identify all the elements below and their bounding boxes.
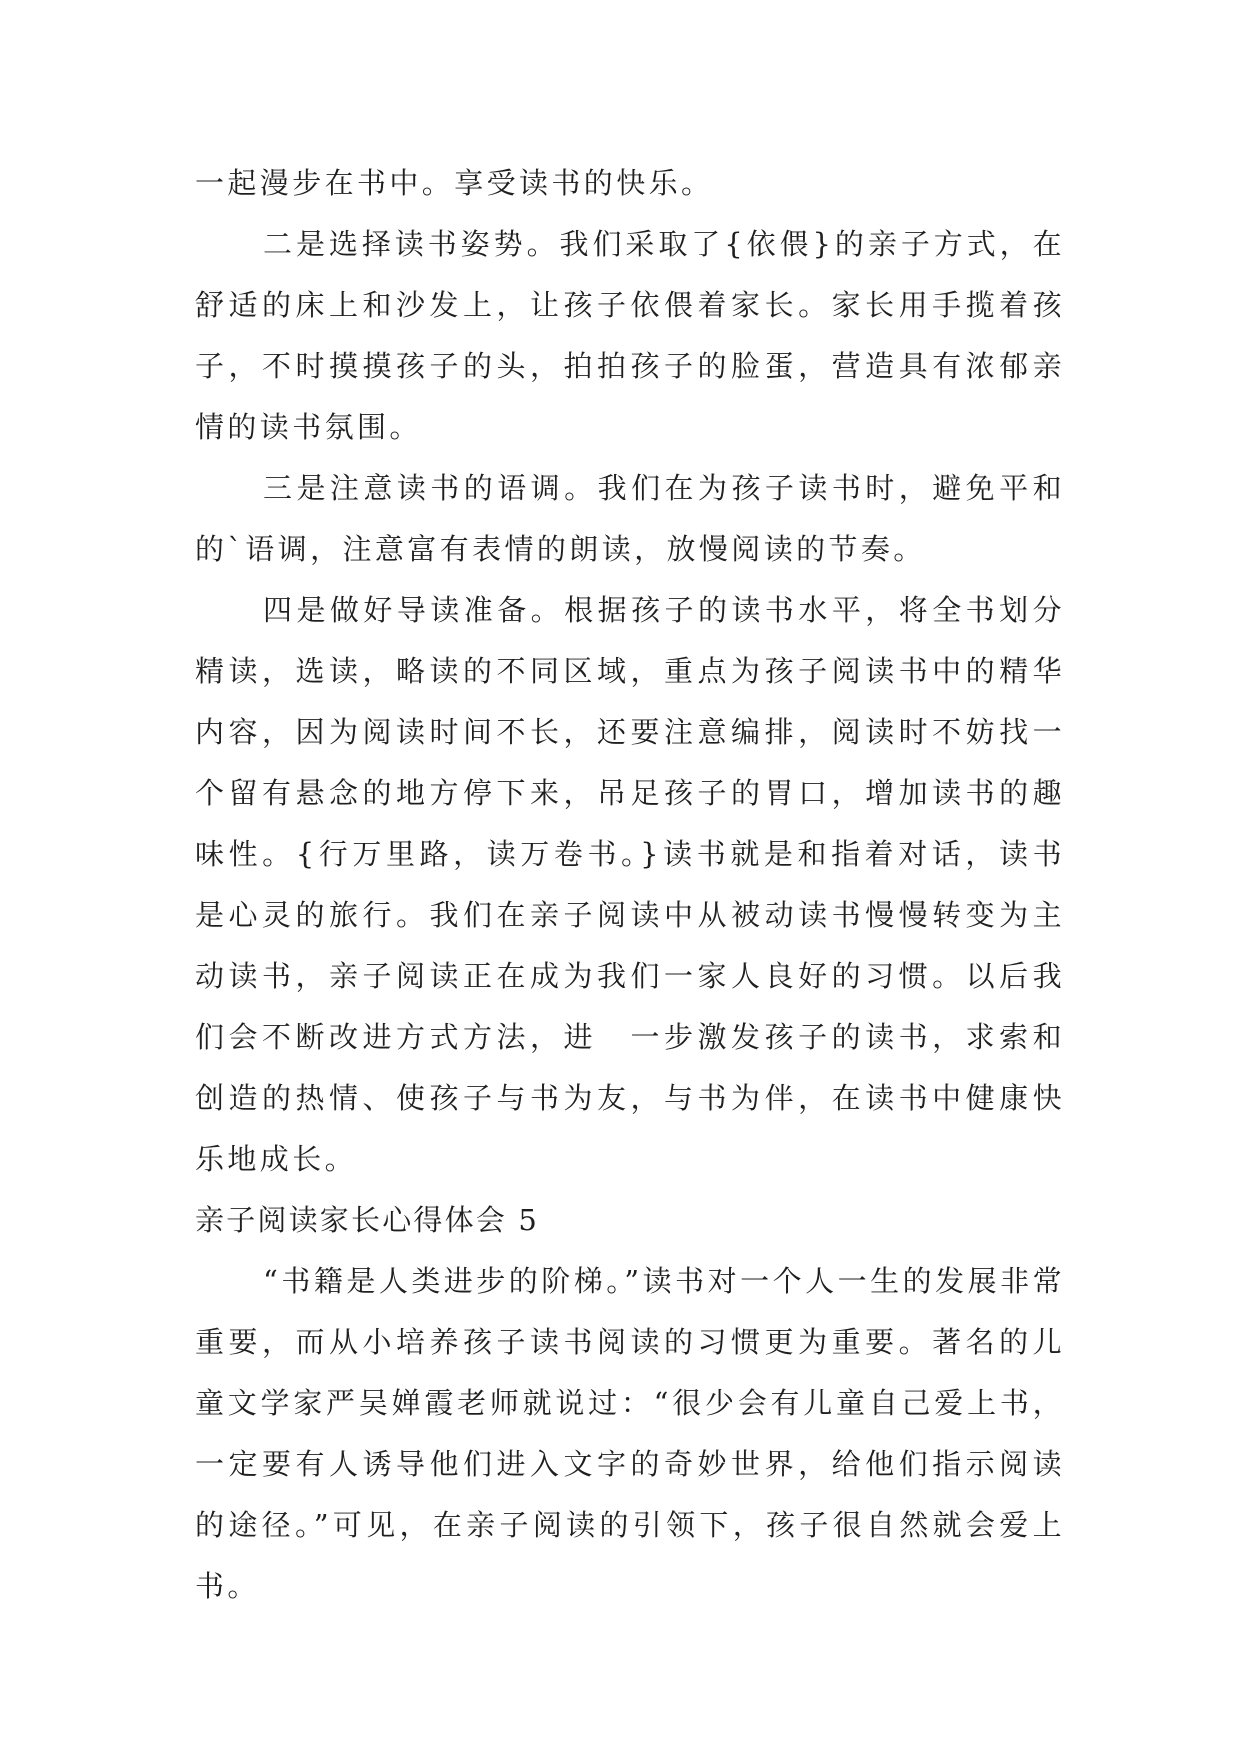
paragraph-reading-posture: 二是选择读书姿势。我们采取了{依偎}的亲子方式，在舒适的床上和沙发上，让孩子依偎着家长。家长用手揽着孩子，不时摸摸孩子的头，拍拍孩子的脸蛋，营造具有浓郁亲情的读书氛围。 — [195, 227, 1065, 444]
section-title: 亲子阅读家长心得体会 5 — [195, 1203, 540, 1237]
document-body — [195, 153, 1065, 1617]
paragraph-guided-reading: 四是做好导读准备。根据孩子的读书水平，将全书划分精读，选读，略读的不同区域，重点为孩子阅读书中的精华内容，因为阅读时间不长，还要注意编排，阅读时不妨找一个留有悬念的地方停下来，吊足孩子的胃口，增加读书的趣味性。{行万里路，读万卷书。}读书就是和指着对话，读书是心灵的旅行。我们在亲子阅读中从被动读书慢慢转变为主动读书，亲子阅读正在成为我们一家人良好的习惯。以后我们会不断改进方式方法，进 一步激发孩子的读书，求索和创造的热情、使孩子与书为友，与书为伴，在读书中健康快乐地成长。 — [195, 593, 1065, 1176]
paragraph-reading-tone: 三是注意读书的语调。我们在为孩子读书时，避免平和的`语调，注意富有表情的朗读，放慢阅读的节奏。 — [195, 471, 1065, 566]
paragraph-section-intro: “书籍是人类进步的阶梯。”读书对一个人一生的发展非常重要，而从小培养孩子读书阅读的习惯更为重要。著名的儿童文学家严吴婵霞老师就说过：“很少会有儿童自己爱上书，一定要有人诱导他们进入文字的奇妙世界，给他们指示阅读的途径。”可见，在亲子阅读的引领下，孩子很自然就会爱上书。 — [195, 1264, 1065, 1603]
paragraph-continuation: 一起漫步在书中。享受读书的快乐。 — [195, 166, 714, 200]
